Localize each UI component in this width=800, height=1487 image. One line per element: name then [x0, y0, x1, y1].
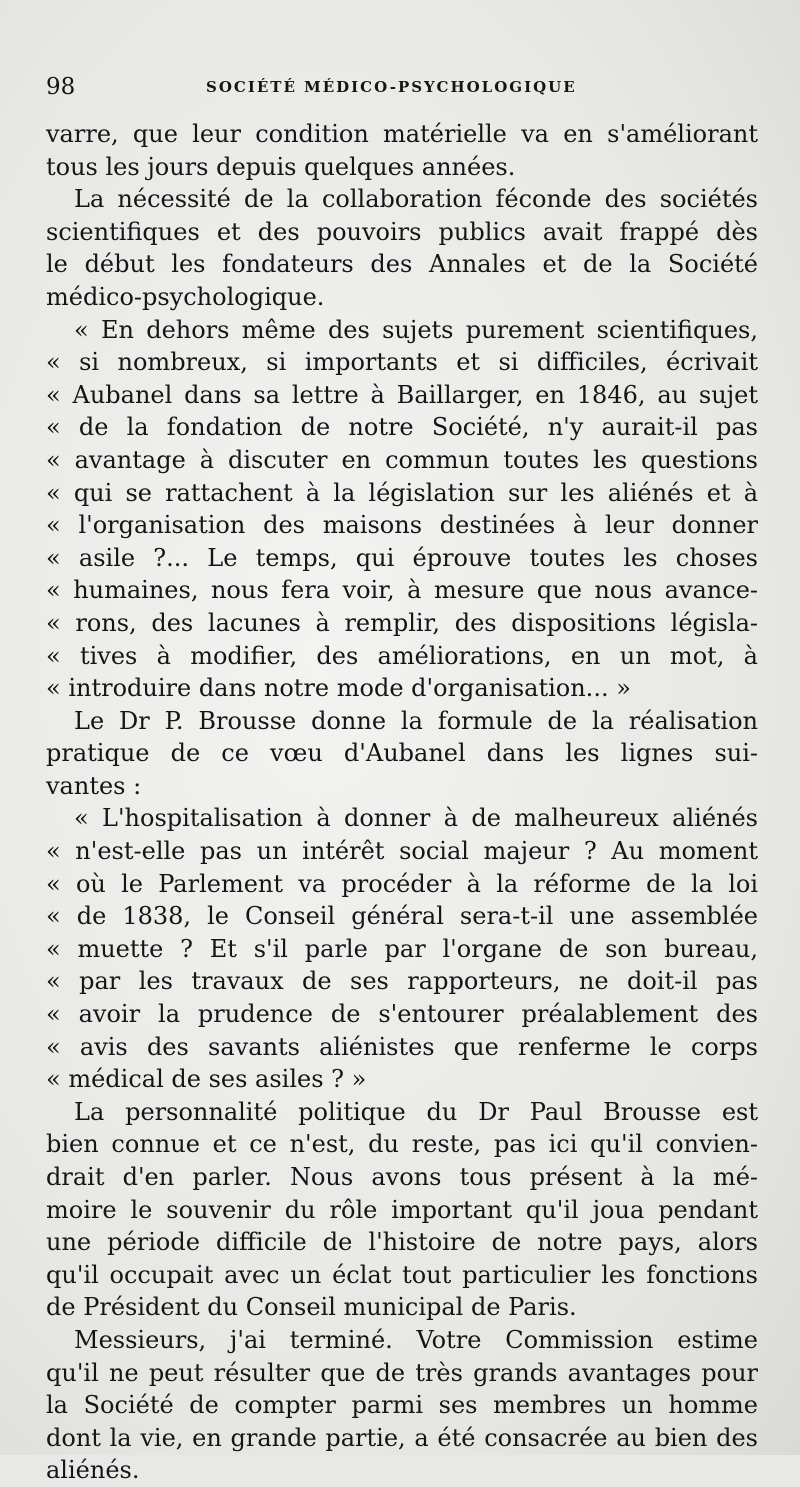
text-line: la Société de compter parmi ses membres un homme	[46, 1391, 758, 1420]
text-line: « de la fondation de notre Société, n'y aurait-il pas	[46, 413, 758, 442]
text-line: bien connue et ce n'est, du reste, pas ici qu'il convien-	[46, 1130, 758, 1159]
text-line: « l'organisation des maisons destinées à leur donner	[46, 511, 758, 540]
text-line: « avoir la prudence de s'entourer préalablement des	[46, 1000, 758, 1029]
text-line: « qui se rattachent à la législation sur les aliénés et à	[46, 478, 758, 507]
text-line: varre, que leur condition matérielle va en s'améliorant	[46, 120, 758, 148]
text-line: drait d'en parler. Nous avons tous présent à la mé-	[46, 1163, 758, 1191]
body-text	[46, 118, 758, 1487]
text-line: de Président du Conseil municipal de Paris.	[46, 1293, 577, 1322]
text-line: dont la vie, en grande partie, a été consacrée au bien des	[46, 1423, 758, 1452]
text-line: le début les fondateurs des Annales et de la Société	[46, 250, 758, 279]
text-line: La nécessité de la collaboration féconde des sociétés	[74, 185, 758, 214]
text-line: « Aubanel dans sa lettre à Baillarger, en 1846, au sujet	[46, 380, 758, 409]
text-line: « de 1838, le Conseil général sera-t-il une assemblée	[46, 902, 758, 931]
text-line: médico-psychologique.	[46, 282, 325, 311]
text-line: « rons, des lacunes à remplir, des dispositions législa-	[46, 608, 758, 637]
text-line: « humaines, nous fera voir, à mesure que nous avance-	[46, 576, 758, 605]
text-line: « médical de ses asiles ? »	[46, 1065, 367, 1094]
text-line: pratique de ce vœu d'Aubanel dans les lignes sui-	[46, 739, 758, 768]
text-line: « avis des savants aliénistes que renferme le corps	[46, 1032, 758, 1061]
text-line: « muette ? Et s'il parle par l'organe de son bureau,	[46, 934, 758, 963]
text-line: aliénés.	[46, 1456, 140, 1485]
text-line: « par les travaux de ses rapporteurs, ne doit-il pas	[46, 967, 758, 996]
text-line: Le Dr P. Brousse donne la formule de la réalisation	[74, 706, 758, 735]
text-line: scientifiques et des pouvoirs publics avait frappé dès	[46, 217, 758, 246]
text-line: tous les jours depuis quelques années.	[46, 152, 516, 181]
text-line: qu'il occupait avec un éclat tout particulier les fonctions	[46, 1260, 758, 1289]
text-line: moire le souvenir du rôle important qu'il joua pendant	[46, 1195, 758, 1224]
running-title: SOCIÉTÉ MÉDICO-PSYCHOLOGIQUE	[206, 78, 577, 96]
text-line: « avantage à discuter en commun toutes les questions	[46, 445, 758, 474]
text-line: une période difficile de l'histoire de notre pays, alors	[46, 1228, 758, 1257]
text-line: « tives à modifier, des améliorations, en un mot, à	[46, 641, 758, 670]
text-line: Messieurs, j'ai terminé. Votre Commission estime	[74, 1325, 758, 1354]
text-line: La personnalité politique du Dr Paul Brousse est	[74, 1097, 758, 1126]
text-line: qu'il ne peut résulter que de très grands avantages pour	[46, 1358, 758, 1387]
text-line: « L'hospitalisation à donner à de malheureux aliénés	[74, 804, 758, 833]
text-line: « asile ?... Le temps, qui éprouve toutes les choses	[46, 543, 758, 572]
text-line: vantes :	[46, 771, 142, 800]
text-line: « n'est-elle pas un intérêt social majeur ? Au moment	[46, 837, 758, 866]
page-number: 98	[46, 74, 76, 100]
text-line: « introduire dans notre mode d'organisation... »	[46, 674, 631, 703]
text-line: « En dehors même des sujets purement scientifiques,	[74, 315, 758, 344]
text-line: « si nombreux, si importants et si difficiles, écrivait	[46, 348, 758, 377]
text-line: « où le Parlement va procéder à la réforme de la loi	[46, 869, 758, 898]
page-header	[46, 74, 754, 104]
